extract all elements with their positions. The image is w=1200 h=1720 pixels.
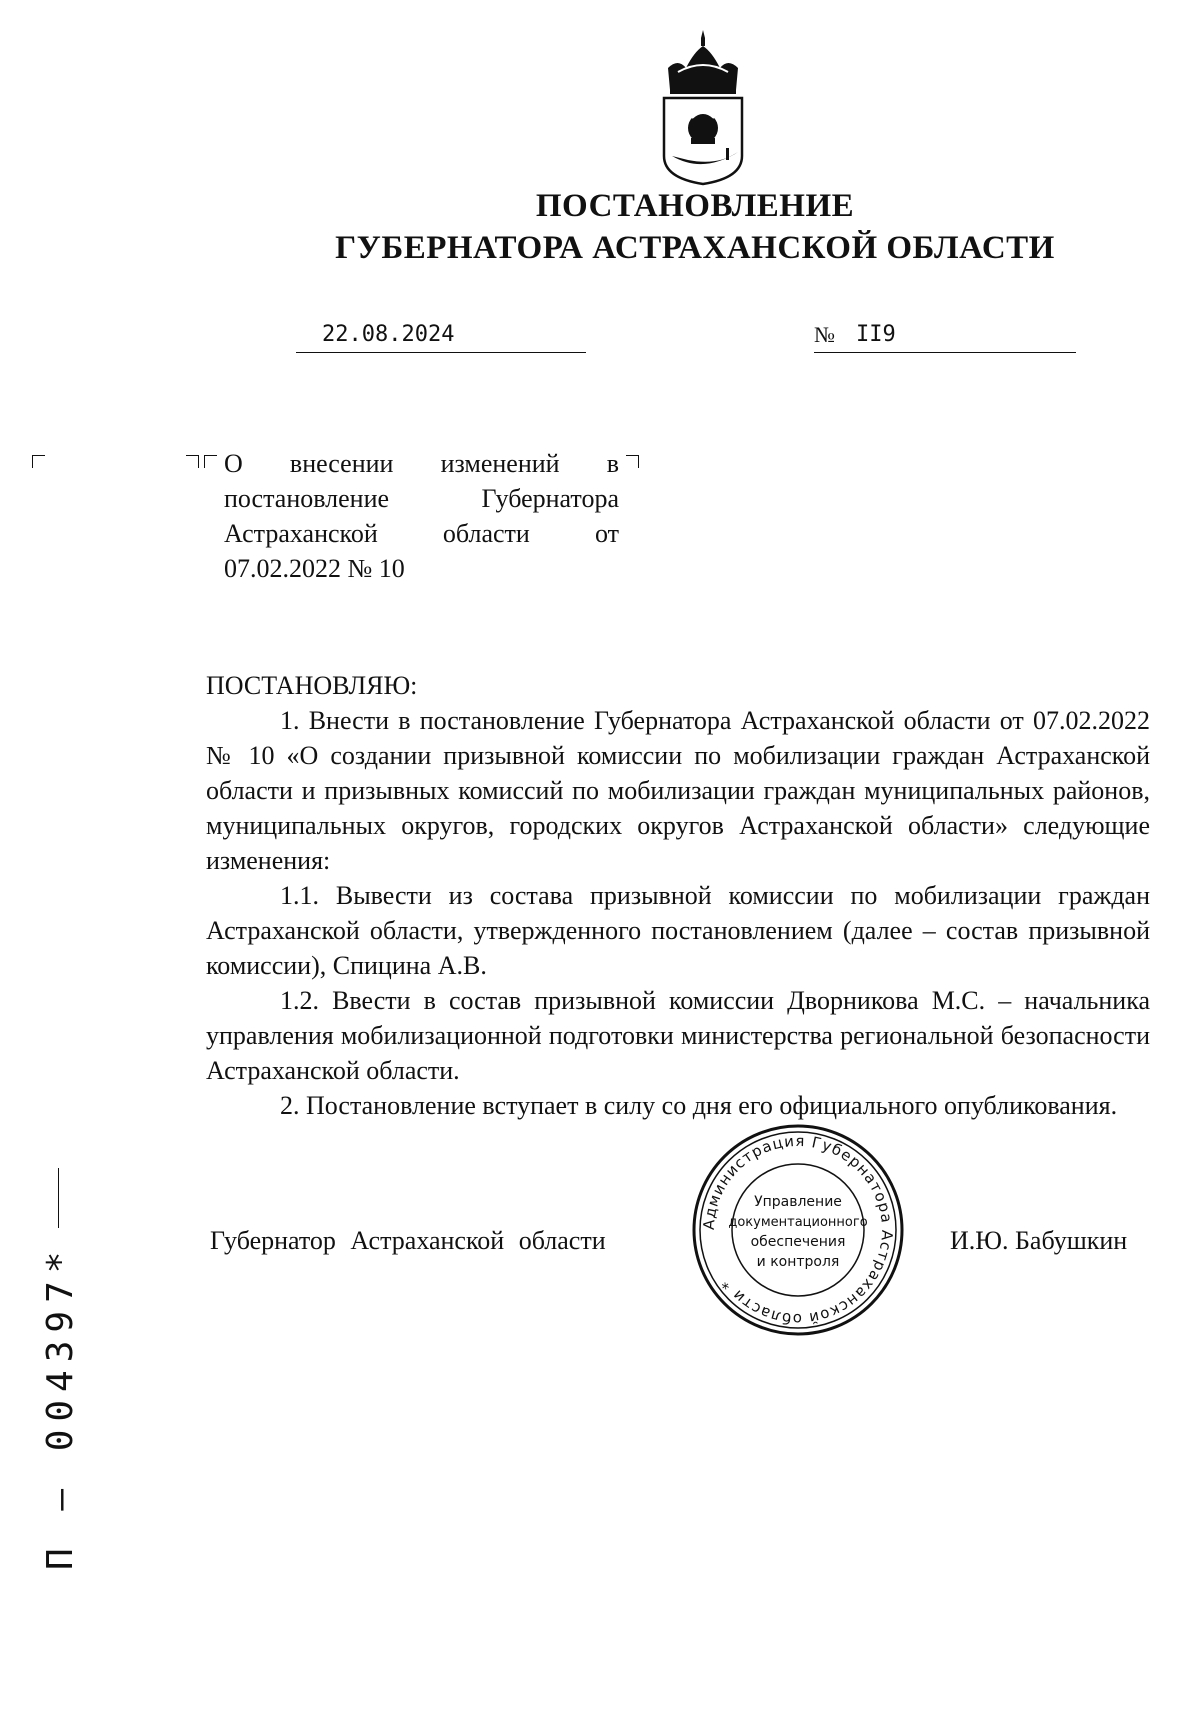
stamp-inner-line-2: документационного <box>728 1215 868 1230</box>
stamp-outer-text: Администрация Губернатора Астраханской области * <box>699 1131 897 1329</box>
paragraph-2: 2. Постановление вступает в силу со дня его официального опубликования. <box>280 1091 1118 1120</box>
signer-name: И.Ю. Бабушкин <box>950 1226 1128 1255</box>
document-date-field <box>296 320 586 353</box>
stamp-inner-line-3: обеспечения <box>750 1234 846 1250</box>
document-number-field <box>814 320 1076 353</box>
document-date: 22.08.2024 <box>322 322 455 347</box>
margin-corner-mark <box>32 455 45 468</box>
document-title-line-1: ПОСТАНОВЛЕНИЕ <box>535 188 855 224</box>
paragraph-1-1: 1.1. Вывести из состава призывной комиссии по мобилизации граждан Астраханской области, утвержденного постановлением (далее – состав призывной комиссии), Спицина А.В. <box>206 881 1150 980</box>
paragraph-1: 1. Внести в постановление Губернатора Астраханской области от 07.02.2022 № 10 «О создании призывной комиссии по мобилизации граждан Астраханской области и призывных комиссий по мобилизации граждан муниципальных районов, муниципальных округов, городских округов Астраханской области» следующие изменения: <box>206 706 1150 875</box>
signer-position: Губернатор Астраханской области <box>210 1226 606 1255</box>
subject-bracket-right <box>626 455 639 468</box>
decree-intro: ПОСТАНОВЛЯЮ: <box>206 671 418 700</box>
document-subject: О внесении изменений в постановление Губернатора Астраханской области от 07.02.2022 № 10 <box>224 449 619 583</box>
number-sign: № <box>814 322 835 347</box>
coat-of-arms-emblem <box>648 28 758 188</box>
registration-code: П – 004397* <box>40 1243 81 1570</box>
stamp-inner-line-4: и контроля <box>756 1254 840 1270</box>
subject-bracket-left-b <box>204 455 217 468</box>
subject-bracket-left-a <box>186 455 199 468</box>
document-number: II9 <box>856 322 896 347</box>
stamp-inner-line-1: Управление <box>754 1194 842 1210</box>
paragraph-1-2: 1.2. Ввести в состав призывной комиссии Дворникова М.С. – начальника управления мобилизационной подготовки министерства региональной безопасности Астраханской области. <box>206 986 1150 1085</box>
official-stamp <box>688 1120 908 1340</box>
margin-tick-mark <box>58 1168 59 1228</box>
document-title-line-2: ГУБЕРНАТОРА АСТРАХАНСКОЙ ОБЛАСТИ <box>335 230 1055 266</box>
document-body <box>206 668 1150 1123</box>
